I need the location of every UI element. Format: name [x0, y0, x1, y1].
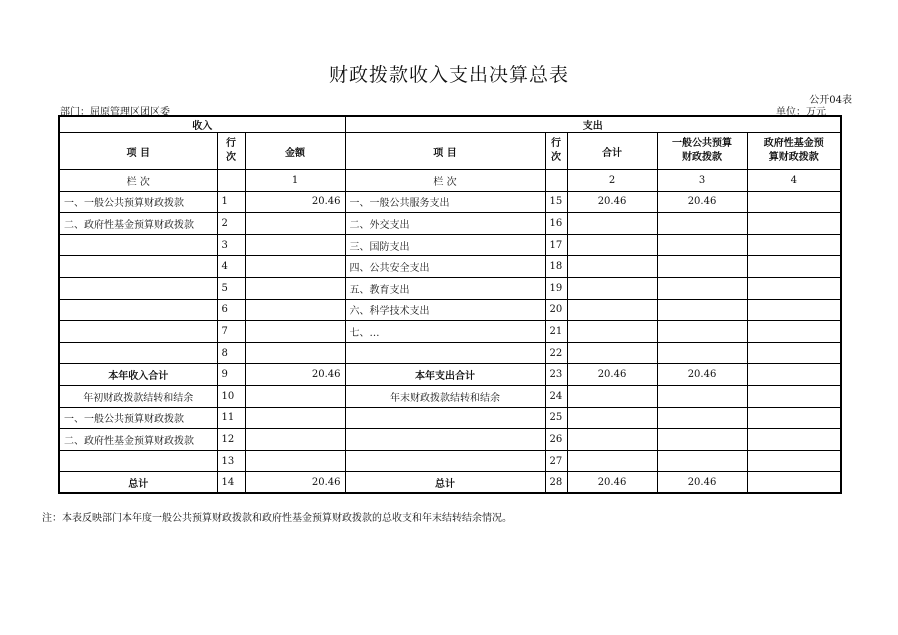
expense-gov-fund — [747, 256, 841, 278]
department-label: 部门：屈原管理区团区委 — [60, 107, 170, 118]
income-item: 一、一般公共预算财政拨款 — [59, 191, 217, 213]
income-item — [59, 234, 217, 256]
income-item — [59, 450, 217, 472]
expense-gov-fund — [747, 472, 841, 494]
income-header: 收入 — [59, 116, 345, 133]
income-item — [59, 299, 217, 321]
income-row-no: 10 — [217, 385, 245, 407]
expense-row-no: 17 — [545, 234, 567, 256]
col-number-3: 3 — [657, 170, 747, 192]
expense-total — [567, 429, 657, 451]
income-row-no: 5 — [217, 277, 245, 299]
footnote: 注：本表反映部门本年度一般公共预算财政拨款和政府性基金预算财政拨款的总收支和年末结转结余情况。 — [42, 513, 512, 524]
expense-general-budget — [657, 299, 747, 321]
expense-item: 四、公共安全支出 — [345, 256, 545, 278]
expense-gov-fund — [747, 213, 841, 235]
expense-total — [567, 299, 657, 321]
expense-gov-fund — [747, 364, 841, 386]
expense-item: 本年支出合计 — [345, 364, 545, 386]
expense-general-budget — [657, 429, 747, 451]
gen-budget-header: 一般公共预算 财政拨款 — [657, 133, 747, 170]
expense-general-budget — [657, 450, 747, 472]
income-item — [59, 277, 217, 299]
expense-general-budget — [657, 321, 747, 343]
expense-row-no: 15 — [545, 191, 567, 213]
unit-label: 单位：万元 — [776, 107, 826, 118]
expense-gov-fund — [747, 234, 841, 256]
income-amount — [245, 407, 345, 429]
gov-fund-header: 政府性基金预 算财政拨款 — [747, 133, 841, 170]
income-item: 本年收入合计 — [59, 364, 217, 386]
form-number: 公开04表 — [809, 95, 852, 106]
expense-total: 20.46 — [567, 364, 657, 386]
income-amount — [245, 277, 345, 299]
col-blank — [545, 170, 567, 192]
expense-total — [567, 385, 657, 407]
col-label-expense: 栏 次 — [345, 170, 545, 192]
expense-row-no: 24 — [545, 385, 567, 407]
table-row — [59, 213, 841, 235]
col-label-income: 栏 次 — [59, 170, 217, 192]
expense-item — [345, 342, 545, 364]
expense-item — [345, 407, 545, 429]
expense-total — [567, 213, 657, 235]
income-row-no: 9 — [217, 364, 245, 386]
expense-gov-fund — [747, 429, 841, 451]
expense-item: 总计 — [345, 472, 545, 494]
income-row-no: 12 — [217, 429, 245, 451]
expense-gov-fund — [747, 407, 841, 429]
income-amount: 20.46 — [245, 364, 345, 386]
expense-item: 七、… — [345, 321, 545, 343]
summary-table — [58, 115, 842, 494]
expense-total — [567, 342, 657, 364]
income-row-no: 3 — [217, 234, 245, 256]
expense-total — [567, 277, 657, 299]
income-item: 年初财政拨款结转和结余 — [59, 385, 217, 407]
income-amount — [245, 234, 345, 256]
income-amount — [245, 299, 345, 321]
table-row — [59, 191, 841, 213]
income-row-no: 14 — [217, 472, 245, 494]
col-number-2: 2 — [567, 170, 657, 192]
expense-row-no: 16 — [545, 213, 567, 235]
table-row — [59, 385, 841, 407]
income-item: 一、一般公共预算财政拨款 — [59, 407, 217, 429]
expense-item: 一、一般公共服务支出 — [345, 191, 545, 213]
expense-item: 年末财政拨款结转和结余 — [345, 385, 545, 407]
expense-general-budget — [657, 256, 747, 278]
expense-gov-fund — [747, 299, 841, 321]
income-item — [59, 321, 217, 343]
income-row-no: 11 — [217, 407, 245, 429]
expense-item: 五、教育支出 — [345, 277, 545, 299]
table-row — [59, 342, 841, 364]
expense-row-no: 25 — [545, 407, 567, 429]
expense-row-no-header: 行 次 — [545, 133, 567, 170]
expense-item: 三、国防支出 — [345, 234, 545, 256]
total-header: 合计 — [567, 133, 657, 170]
table-row — [59, 256, 841, 278]
expense-item: 二、外交支出 — [345, 213, 545, 235]
income-amount — [245, 321, 345, 343]
expense-row-no: 20 — [545, 299, 567, 321]
expense-general-budget — [657, 234, 747, 256]
expense-general-budget — [657, 277, 747, 299]
income-row-no: 7 — [217, 321, 245, 343]
expense-general-budget — [657, 407, 747, 429]
expense-row-no: 26 — [545, 429, 567, 451]
income-item: 二、政府性基金预算财政拨款 — [59, 429, 217, 451]
expense-total — [567, 321, 657, 343]
amount-header: 金额 — [245, 133, 345, 170]
expense-item: 六、科学技术支出 — [345, 299, 545, 321]
expense-gov-fund — [747, 191, 841, 213]
income-item: 二、政府性基金预算财政拨款 — [59, 213, 217, 235]
income-item-header: 项 目 — [59, 133, 217, 170]
expense-row-no: 22 — [545, 342, 567, 364]
income-amount — [245, 450, 345, 472]
income-item: 总计 — [59, 472, 217, 494]
expense-general-budget — [657, 213, 747, 235]
expense-total: 20.46 — [567, 191, 657, 213]
table-row — [59, 234, 841, 256]
income-row-no: 13 — [217, 450, 245, 472]
expense-gov-fund — [747, 342, 841, 364]
col-number-4: 4 — [747, 170, 841, 192]
expense-general-budget: 20.46 — [657, 364, 747, 386]
expense-row-no: 23 — [545, 364, 567, 386]
income-row-no: 8 — [217, 342, 245, 364]
expense-total — [567, 450, 657, 472]
income-row-no: 1 — [217, 191, 245, 213]
income-row-no: 2 — [217, 213, 245, 235]
expense-total — [567, 234, 657, 256]
expense-row-no: 27 — [545, 450, 567, 472]
expense-item — [345, 429, 545, 451]
expense-row-no: 19 — [545, 277, 567, 299]
income-amount — [245, 256, 345, 278]
income-item — [59, 256, 217, 278]
page-title: 财政拨款收入支出决算总表 — [328, 64, 569, 86]
table-row — [59, 450, 841, 472]
table-row — [59, 472, 841, 494]
income-row-no: 4 — [217, 256, 245, 278]
expense-gov-fund — [747, 450, 841, 472]
col-number-1: 1 — [245, 170, 345, 192]
expense-row-no: 21 — [545, 321, 567, 343]
income-row-no: 6 — [217, 299, 245, 321]
expense-item-header: 项 目 — [345, 133, 545, 170]
expense-gov-fund — [747, 277, 841, 299]
income-amount — [245, 213, 345, 235]
income-row-no-header: 行 次 — [217, 133, 245, 170]
expense-general-budget — [657, 385, 747, 407]
expense-row-no: 18 — [545, 256, 567, 278]
col-blank — [217, 170, 245, 192]
expense-general-budget — [657, 342, 747, 364]
table-row — [59, 321, 841, 343]
expense-gov-fund — [747, 321, 841, 343]
expense-total: 20.46 — [567, 472, 657, 494]
income-amount: 20.46 — [245, 191, 345, 213]
expense-gov-fund — [747, 385, 841, 407]
income-amount: 20.46 — [245, 472, 345, 494]
income-amount — [245, 429, 345, 451]
income-amount — [245, 385, 345, 407]
table-row — [59, 407, 841, 429]
income-amount — [245, 342, 345, 364]
expense-total — [567, 407, 657, 429]
income-item — [59, 342, 217, 364]
table-row — [59, 364, 841, 386]
table-row — [59, 277, 841, 299]
expense-general-budget: 20.46 — [657, 191, 747, 213]
expense-item — [345, 450, 545, 472]
expense-row-no: 28 — [545, 472, 567, 494]
expense-general-budget: 20.46 — [657, 472, 747, 494]
table-row — [59, 299, 841, 321]
expense-total — [567, 256, 657, 278]
table-row — [59, 429, 841, 451]
expense-header: 支出 — [345, 116, 841, 133]
